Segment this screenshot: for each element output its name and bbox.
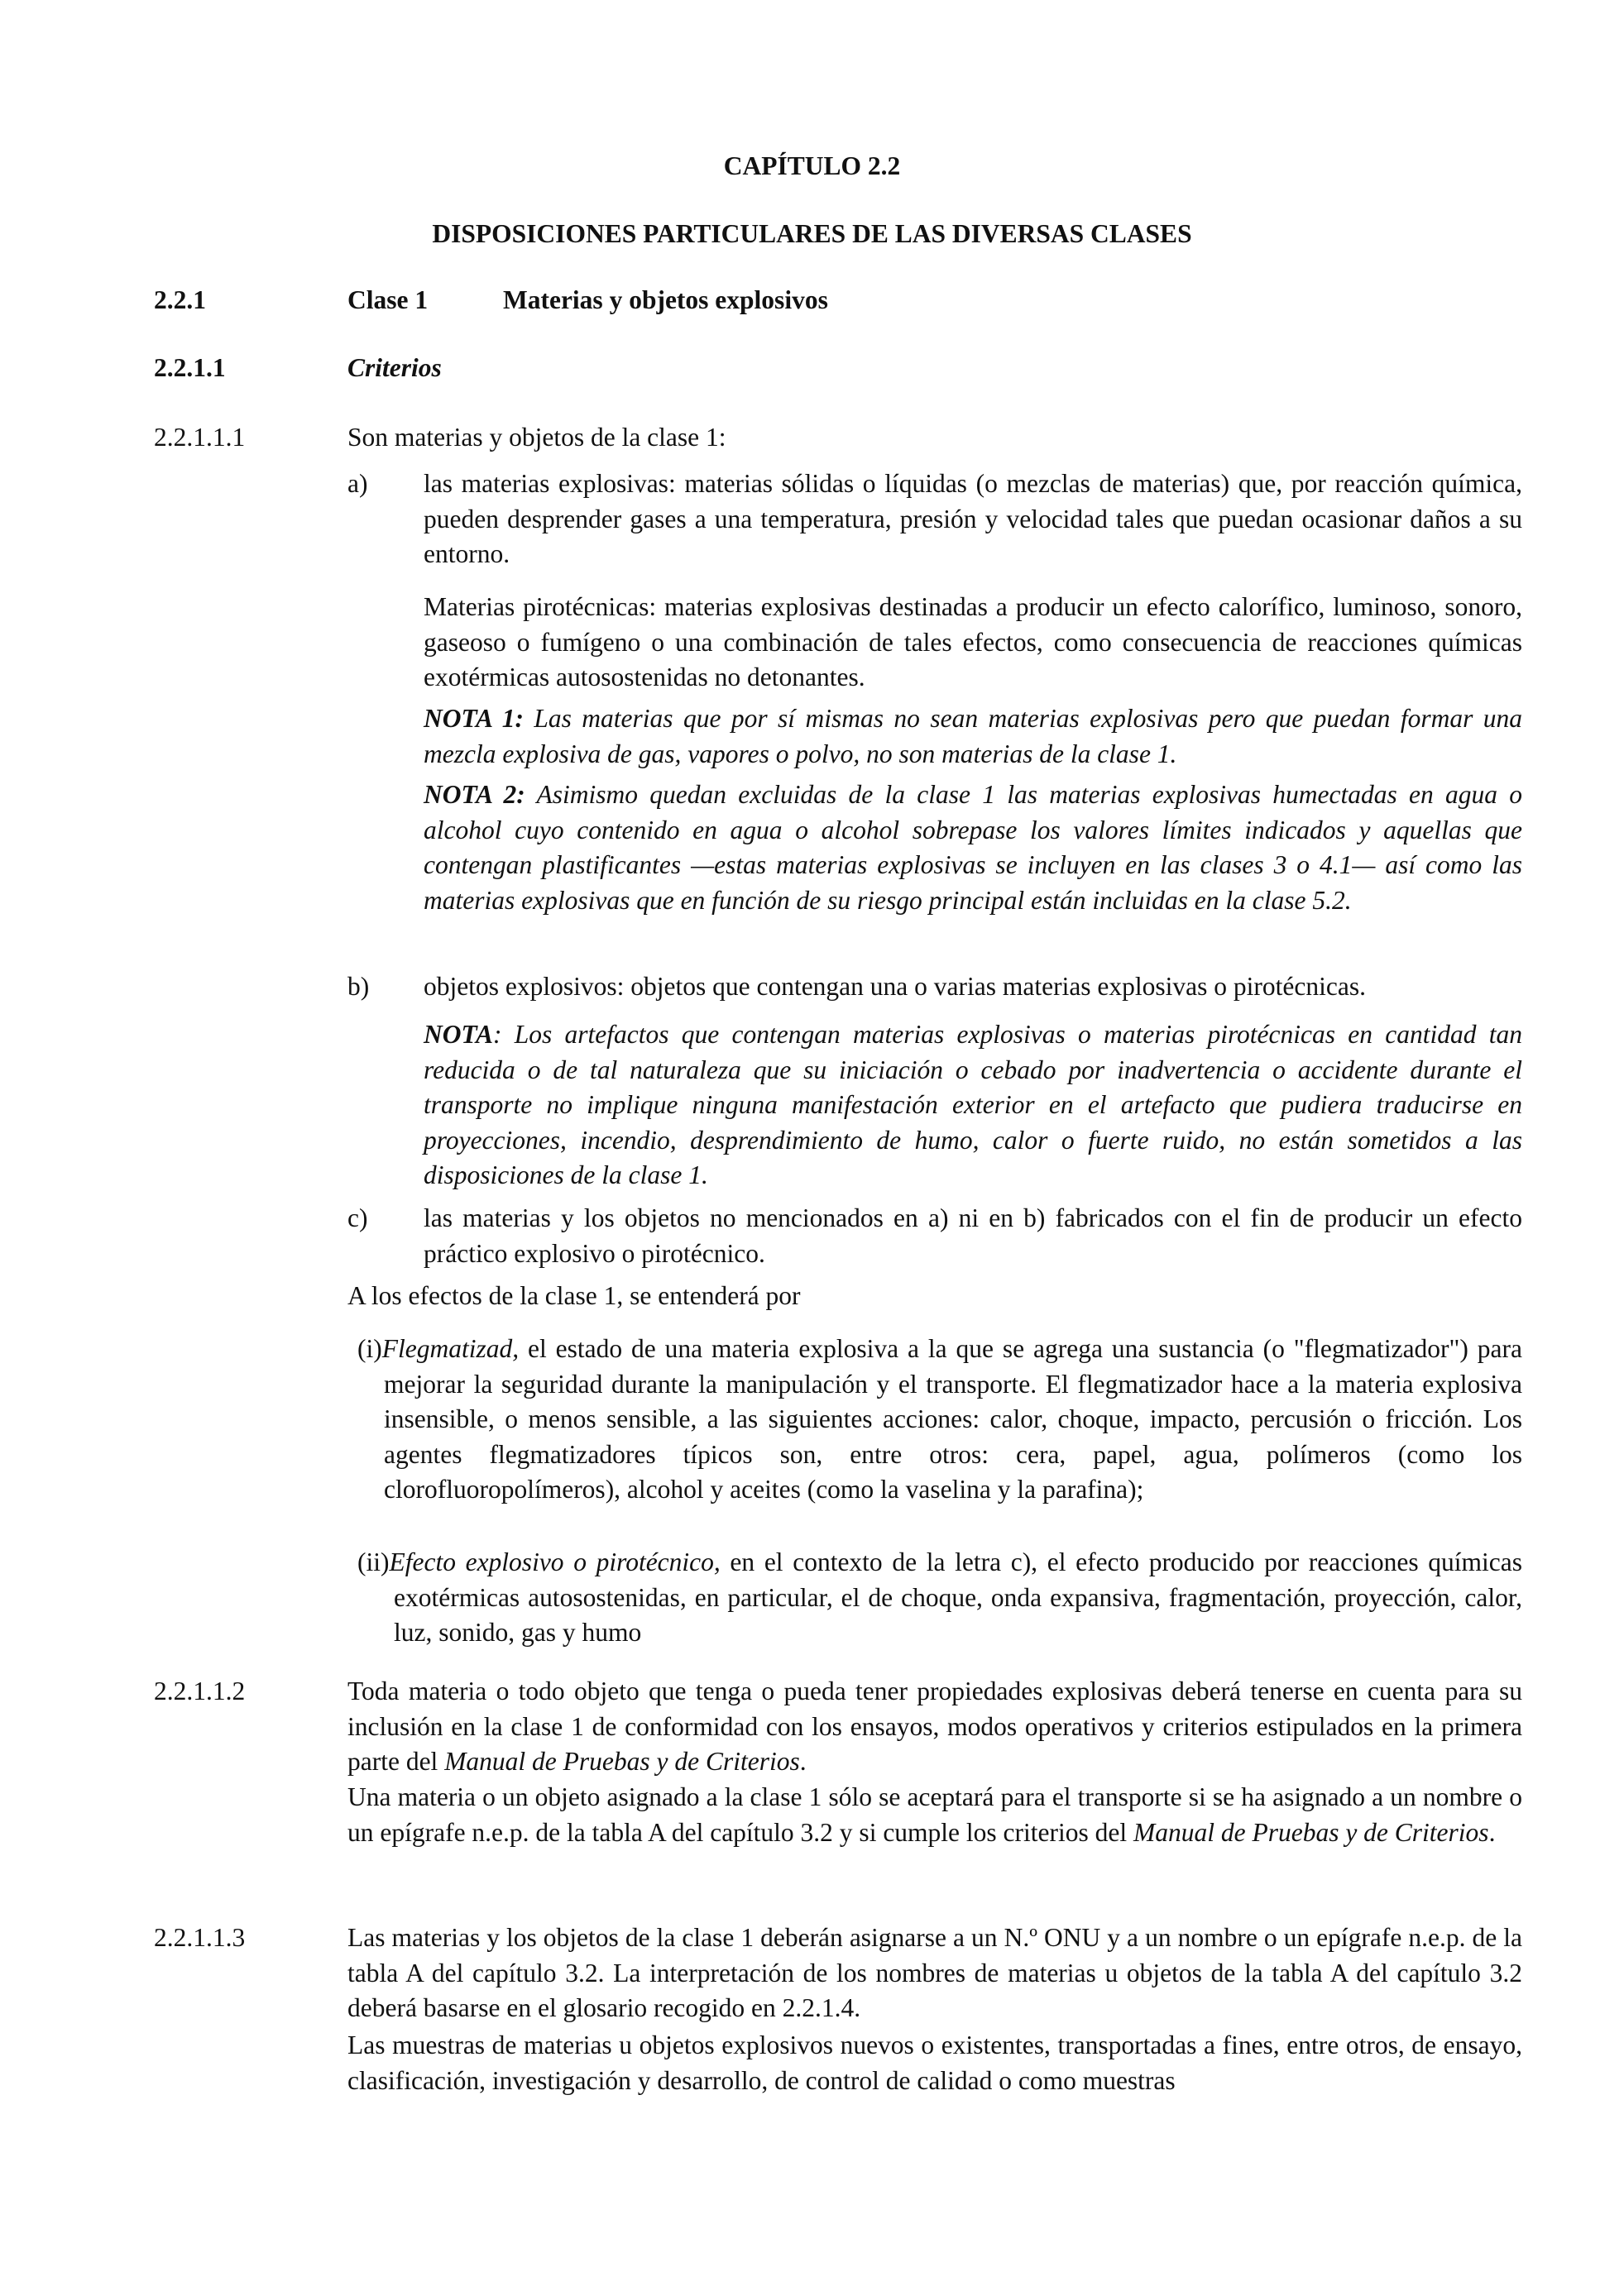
definition-i-label: (i)	[357, 1334, 382, 1363]
paragraph-3-text-2: Las muestras de materias u objetos explosivos nuevos o existentes, transportadas a fines, entre otros, de ensayo, clasificación, investigación y desarrollo, de control de calidad o como muestras	[347, 2031, 1522, 2095]
paragraph-2-text-2-end: .	[1488, 1817, 1496, 1847]
note-2-text: Asimismo quedan excluidas de la clase 1 las materias explosivas humectadas en agua o alcohol cuyo contenido en agua o alcohol sobrepase los valores límites indicados y aquellas que contengan plastificantes —estas materias explosivas se incluyen en las clases 3 o 4.1— así como las materias explosivas que en función de su riesgo principal están incluidas en la clase 5.2.	[424, 780, 1522, 915]
section-number: 2.2.1	[154, 285, 206, 314]
paragraph-2-text-2-main: Una materia o un objeto asignado a la clase 1 sólo se aceptará para el transporte si se ha asignado a un nombre o un epígrafe n.e.p. de la tabla A del capítulo 3.2 y si cumple los criterios del	[347, 1782, 1522, 1847]
definition-i-text: el estado de una materia explosiva a la que se agrega una sustancia (o "flegmatizador") para mejorar la seguridad durante la manipulación y el transporte. El flegmatizador hace a la materia explosiva insensible, o menos sensible, a las siguientes acciones: calor, choque, impacto, percusión o fricción. Los agentes flegmatizadores típicos son, entre otros: cera, papel, agua, polímeros (como los clorofluoropolímeros), alcohol y aceites (como la vaselina y la parafina);	[384, 1334, 1522, 1504]
definition-ii	[357, 1545, 1522, 1651]
note-2	[424, 777, 1522, 918]
note-1-label: NOTA 1:	[424, 704, 524, 733]
item-a-text: las materias explosivas: materias sólidas o líquidas (o mezclas de materias) que, por reacción química, pueden desprender gases a una temperatura, presión y velocidad tales que puedan ocasionar daños a su entorno.	[424, 469, 1522, 568]
note-1	[424, 701, 1522, 772]
paragraph-3-number: 2.2.1.1.3	[154, 1923, 246, 1952]
note-b-text: : Los artefactos que contengan materias explosivas o materias pirotécnicas en cantidad tan reducida o de tal naturaleza que su iniciación o cebado por inadvertencia o accidente durante el transporte no implique ninguna manifestación exterior en el artefacto que pudiera traducirse en proyecciones, incendio, desprendimiento de humo, calor o fuerte ruido, no están sometidos a las disposiciones de la clase 1.	[424, 1020, 1522, 1189]
section-class: Clase 1	[347, 285, 429, 314]
paragraph-2-text-1-main: Toda materia o todo objeto que tenga o pueda tener propiedades explosivas deberá tenerse en cuenta para su inclusión en la clase 1 de conformidad con los ensayos, modos operativos y criterios estipulados en la primera parte del	[347, 1677, 1522, 1776]
definition-ii-text: en el contexto de la letra c), el efecto producido por reacciones químicas exotérmicas autosostenidas, en particular, el de choque, onda expansiva, fragmentación, proyección, calor, luz, sonido, gas y humo	[394, 1547, 1522, 1647]
definitions-intro: A los efectos de la clase 1, se entenderá por	[347, 1281, 801, 1310]
note-1-text: Las materias que por sí mismas no sean materias explosivas pero que puedan formar una mezcla explosiva de gas, vapores o polvo, no son materias de la clase 1.	[424, 704, 1523, 768]
definition-i	[357, 1332, 1522, 1508]
note-2-label: NOTA 2:	[424, 780, 525, 809]
item-b-label: b)	[347, 972, 370, 1001]
chapter-title: CAPÍTULO 2.2	[723, 151, 901, 180]
paragraph-2-text-1-end: .	[799, 1747, 807, 1776]
subsection-title: Criterios	[347, 353, 442, 382]
paragraph-intro: Son materias y objetos de la clase 1:	[347, 423, 726, 452]
pyrotechnic-definition: Materias pirotécnicas: materias explosivas destinadas a producir un efecto calorífico, luminoso, sonoro, gaseoso o fumígeno o una combinación de tales efectos, como consecuencia de reacciones químicas exotérmicas autosostenidas no detonantes.	[424, 592, 1522, 691]
note-b	[424, 1017, 1522, 1193]
definition-ii-label: (ii)	[357, 1547, 390, 1576]
paragraph-2-number: 2.2.1.1.2	[154, 1677, 246, 1705]
item-b-text: objetos explosivos: objetos que contengan una o varias materias explosivas o pirotécnicas.	[424, 972, 1366, 1001]
paragraph-2-text-1	[347, 1674, 1522, 1780]
paragraph-3-text-1: Las materias y los objetos de la clase 1 deberán asignarse a un N.º ONU y a un nombre o un epígrafe n.e.p. de la tabla A del capítulo 3.2. La interpretación de los nombres de materias u objetos de la tabla A del capítulo 3.2 deberá basarse en el glosario recogido en 2.2.1.4.	[347, 1923, 1522, 2022]
manual-reference: Manual de Pruebas y de Criterios	[444, 1747, 800, 1776]
definition-i-term: Flegmatizad,	[381, 1334, 520, 1363]
definition-ii-term: Efecto explosivo o pirotécnico,	[389, 1547, 721, 1576]
chapter-heading: DISPOSICIONES PARTICULARES DE LAS DIVERSAS CLASES	[432, 219, 1192, 248]
item-c-text: las materias y los objetos no mencionados en a) ni en b) fabricados con el fin de producir un efecto práctico explosivo o pirotécnico.	[424, 1203, 1522, 1268]
paragraph-number: 2.2.1.1.1	[154, 423, 246, 452]
section-title: Materias y objetos explosivos	[503, 285, 828, 314]
paragraph-2-text-2	[347, 1780, 1522, 1850]
item-a-label: a)	[347, 469, 368, 498]
manual-reference: Manual de Pruebas y de Criterios	[1133, 1817, 1489, 1847]
subsection-number: 2.2.1.1	[154, 353, 226, 382]
item-c-label: c)	[347, 1203, 368, 1232]
note-b-label: NOTA	[424, 1020, 494, 1049]
